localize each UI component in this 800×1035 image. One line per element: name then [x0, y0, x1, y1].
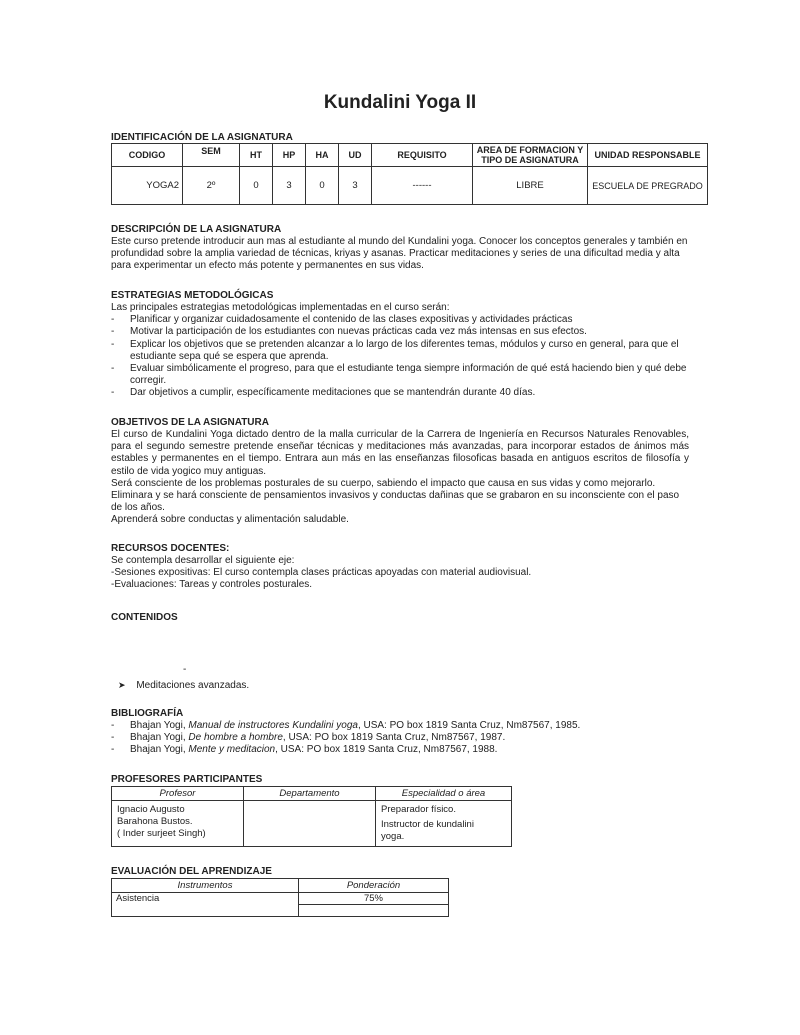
contenidos-dash: -	[183, 664, 187, 675]
bibliografia-section	[111, 720, 689, 757]
cell-sem: 2º	[183, 167, 240, 205]
list-item: - Planificar y organizar cuidadosamente el contenido de las clases expositivas y actividades prácticas	[111, 314, 689, 326]
objetivos-heading: OBJETIVOS DE LA ASIGNATURA	[111, 417, 269, 428]
profesor-name-line: Ignacio Augusto	[117, 804, 185, 815]
col-departamento: Departamento	[244, 787, 376, 801]
bibliografia-heading: BIBLIOGRAFÍA	[111, 708, 184, 719]
objetivos-paragraph: Aprenderá sobre conductas y alimentación saludable.	[111, 514, 349, 526]
col-profesor: Profesor	[112, 787, 244, 801]
bib-details: , USA: PO box 1819 Santa Cruz, Nm87567, 1985.	[357, 720, 581, 731]
cell-ponderacion: 75%	[299, 893, 449, 905]
cell-ud: 3	[339, 167, 372, 205]
bibliografia-list	[111, 720, 689, 757]
profesor-name-line: Barahona Bustos.	[117, 816, 193, 827]
bibliography-item	[111, 720, 689, 732]
estrategias-section	[111, 302, 689, 400]
recursos-line: -Evaluaciones: Tareas y controles posturales.	[111, 579, 313, 591]
contenidos-item	[118, 679, 249, 692]
cell-instrumento: Asistencia	[112, 893, 299, 917]
recursos-section	[111, 555, 689, 592]
descripcion-text: Este curso pretende introducir aun mas al estudiante al mundo del Kundalini yoga. Conocer los conceptos generales y también en profundidad sobre la amplia variedad de técnicas, kriyas y asanas. Practicar meditaciones y series de una dificultad media y alta para experimentar un efecto más potente y permanentes en sus vidas.	[111, 236, 688, 272]
col-requisito: REQUISITO	[372, 144, 473, 167]
recursos-line: Se contempla desarrollar el siguiente eje:	[111, 555, 295, 566]
contenidos-heading: CONTENIDOS	[111, 612, 178, 623]
profesores-heading: PROFESORES PARTICIPANTES	[111, 774, 263, 785]
estrategias-list	[111, 314, 689, 399]
cell-area: LIBRE	[473, 167, 588, 205]
evaluacion-heading: EVALUACIÓN DEL APRENDIZAJE	[111, 866, 272, 877]
cell-departamento	[244, 801, 376, 847]
cell-codigo: YOGA2	[112, 167, 183, 205]
recursos-line: -Sesiones expositivas: El curso contempla clases prácticas apoyadas con material audiovisual.	[111, 567, 532, 579]
col-instrumentos: Instrumentos	[112, 879, 299, 893]
cell-ht: 0	[240, 167, 273, 205]
list-item: - Motivar la participación de los estudiantes con nuevas prácticas cada vez más intensas en sus efectos.	[111, 326, 689, 338]
objetivos-section	[111, 429, 689, 527]
identificacion-table	[111, 143, 708, 205]
cell-hp: 3	[273, 167, 306, 205]
objetivos-paragraph: Será consciente de los problemas posturales de su cuerpo, sabiendo el impacto que causa en sus vidas y como mejorarlo.	[111, 477, 656, 489]
arrow-bullet-icon: ➤	[118, 680, 126, 690]
especialidad-line: yoga.	[381, 831, 405, 842]
table-row	[112, 801, 512, 847]
table-row	[112, 167, 708, 205]
col-unidad: UNIDAD RESPONSABLE	[588, 144, 708, 167]
bib-author: Bhajan Yogi,	[130, 720, 189, 731]
bib-author: Bhajan Yogi,	[130, 744, 189, 756]
list-item: - Evaluar simbólicamente el progreso, para que el estudiante tenga siempre información de qué está haciendo bien y qué debe corregir.	[111, 363, 689, 387]
table-row	[112, 893, 449, 905]
cell-empty	[299, 905, 449, 917]
bib-title: De hombre a hombre	[188, 732, 283, 744]
profesores-table	[111, 786, 512, 847]
bib-details: , USA: PO box 1819 Santa Cruz, Nm87567, 1987.	[282, 732, 506, 744]
descripcion-heading: DESCRIPCIÓN DE LA ASIGNATURA	[111, 224, 282, 235]
estrategias-intro: Las principales estrategias metodológicas implementadas en el curso serán:	[111, 302, 450, 313]
col-area: AREA DE FORMACION Y TIPO DE ASIGNATURA	[473, 144, 588, 167]
cell-requisito: ------	[372, 167, 473, 205]
recursos-heading: RECURSOS DOCENTES:	[111, 543, 230, 554]
cell-especialidad	[376, 801, 512, 847]
list-item: - Dar objetivos a cumplir, específicamente meditaciones que se mantendrán durante 40 días.	[111, 387, 689, 399]
cell-ha: 0	[306, 167, 339, 205]
objetivos-paragraph: Eliminara y se hará consciente de pensamientos invasivos y conductas dañinas que se grabaron en su inconsciente con el paso de los años.	[111, 490, 680, 514]
table-header-row	[112, 787, 512, 801]
list-item: - Explicar los objetivos que se pretenden alcanzar a lo largo de los diferentes temas, módulos y curso en general, para que el estudiante sepa qué se espera que aprenda.	[111, 339, 689, 363]
col-ha: HA	[306, 144, 339, 167]
evaluacion-table	[111, 878, 449, 917]
col-ponderacion: Ponderación	[299, 879, 449, 893]
document-title: Kundalini Yoga II	[323, 92, 477, 113]
estrategias-heading: ESTRATEGIAS METODOLÓGICAS	[111, 290, 274, 301]
contenidos-item-label: Meditaciones avanzadas.	[136, 680, 250, 691]
cell-profesor	[112, 801, 244, 847]
especialidad-line: Instructor de kundalini	[381, 819, 474, 830]
bib-title: Mente y meditacion	[188, 744, 276, 756]
col-hp: HP	[273, 144, 306, 167]
table-header-row	[112, 879, 449, 893]
col-sem: SEM	[183, 144, 240, 167]
col-ud: UD	[339, 144, 372, 167]
col-especialidad: Especialidad o área	[376, 787, 512, 801]
cell-unidad: ESCUELA DE PREGRADO	[588, 167, 708, 205]
bib-title: Manual de instructores Kundalini yoga	[188, 720, 358, 731]
especialidad-line: Preparador físico.	[381, 804, 456, 815]
bibliography-item	[111, 744, 689, 756]
identificacion-heading: IDENTIFICACIÓN DE LA ASIGNATURA	[111, 132, 293, 143]
bib-author: Bhajan Yogi,	[130, 732, 189, 744]
col-ht: HT	[240, 144, 273, 167]
col-codigo: CODIGO	[112, 144, 183, 167]
table-header-row	[112, 144, 708, 167]
bibliography-item	[111, 732, 689, 744]
profesor-name-line: ( Inder surjeet Singh)	[117, 828, 206, 839]
bib-details: , USA: PO box 1819 Santa Cruz, Nm87567, 1988.	[275, 744, 498, 756]
objetivos-paragraph: El curso de Kundalini Yoga dictado dentro de la malla curricular de la Carrera de Ingeniería en Recursos Naturales Renovables, para el segundo semestre pretende enseñar técnicas y meditaciones más avanzadas, para incorporar estados de ánimos más estables y permanentes en el tiempo. Entrara aun más en las enseñanzas filosoficas basada en antiguos escritos de filosofía y estilo de vida yogico muy antiguas.	[111, 429, 689, 477]
